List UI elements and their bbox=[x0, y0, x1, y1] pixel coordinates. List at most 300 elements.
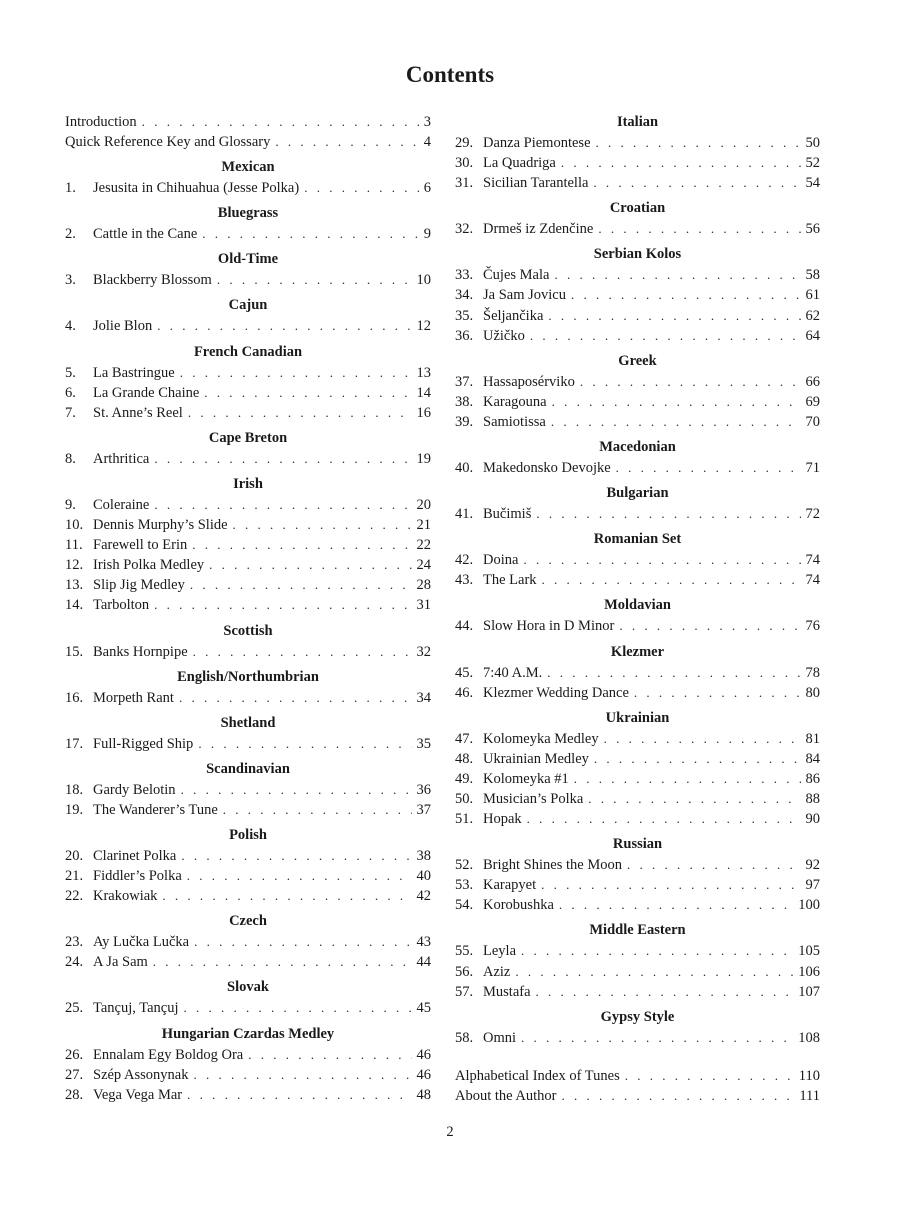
entry-title: Bright Shines the Moon bbox=[483, 857, 622, 874]
toc-entry bbox=[455, 570, 820, 590]
entry-title: Cattle in the Cane bbox=[93, 226, 198, 243]
dot-leader bbox=[580, 372, 801, 392]
entry-title: Ukrainian Medley bbox=[483, 750, 589, 767]
entry-number: 47. bbox=[455, 730, 474, 747]
toc-entry bbox=[455, 326, 820, 346]
entry-page: 34 bbox=[416, 689, 431, 706]
toc-entry bbox=[455, 683, 820, 703]
entry-number: 5. bbox=[65, 364, 76, 381]
entry-number: 23. bbox=[65, 934, 84, 951]
entry-number: 11. bbox=[65, 537, 83, 554]
entry-title: Kolomeyka Medley bbox=[483, 730, 599, 747]
entry-title: Vega Vega Mar bbox=[93, 1086, 183, 1103]
entry-number: 42. bbox=[455, 552, 474, 569]
entry-page: 58 bbox=[805, 267, 820, 284]
toc-entry bbox=[65, 316, 431, 336]
dot-leader bbox=[625, 1066, 794, 1086]
entry-page: 28 bbox=[416, 577, 431, 594]
entry-page: 9 bbox=[423, 226, 431, 243]
toc-entry bbox=[455, 941, 820, 961]
section-heading: Serbian Kolos bbox=[593, 246, 682, 263]
toc-entry bbox=[65, 846, 431, 866]
section-heading: Romanian Set bbox=[593, 531, 682, 548]
dot-leader bbox=[154, 595, 411, 615]
toc-entry bbox=[65, 132, 431, 152]
entry-page: 20 bbox=[416, 496, 431, 513]
entry-number: 58. bbox=[455, 1029, 474, 1046]
entry-title: Čujes Mala bbox=[483, 267, 550, 284]
page-title: Contents bbox=[405, 62, 495, 87]
section-heading: Cape Breton bbox=[208, 429, 288, 446]
dot-leader bbox=[596, 133, 801, 153]
dot-leader bbox=[183, 998, 411, 1018]
dot-leader bbox=[190, 575, 412, 595]
toc-entry bbox=[455, 153, 820, 173]
dot-leader bbox=[536, 982, 794, 1002]
entry-title: Gardy Belotin bbox=[93, 781, 176, 798]
entry-page: 3 bbox=[423, 114, 431, 130]
entry-page: 48 bbox=[416, 1086, 431, 1103]
section-heading: Czech bbox=[229, 913, 267, 930]
entry-number: 28. bbox=[65, 1086, 84, 1103]
dot-leader bbox=[209, 555, 411, 575]
entry-title: Ennalam Egy Boldog Ora bbox=[93, 1046, 244, 1063]
entry-number: 51. bbox=[455, 811, 474, 828]
entry-title: La Bastringue bbox=[93, 364, 175, 381]
toc-entry bbox=[455, 855, 820, 875]
entry-page: 19 bbox=[416, 450, 431, 467]
dot-leader bbox=[542, 570, 801, 590]
toc-right-column bbox=[455, 112, 820, 1106]
toc-entry bbox=[65, 952, 431, 972]
entry-number: 49. bbox=[455, 770, 474, 787]
entry-title: Morpeth Rant bbox=[93, 689, 174, 706]
page-number: 2 bbox=[446, 1124, 454, 1140]
toc-entry bbox=[455, 1028, 820, 1048]
toc-entry bbox=[65, 688, 431, 708]
section-heading: Moldavian bbox=[604, 597, 671, 614]
dot-leader bbox=[634, 683, 801, 703]
entry-title: Musician’s Polka bbox=[483, 790, 584, 807]
dot-leader bbox=[154, 495, 411, 515]
entry-title: Aziz bbox=[483, 963, 511, 980]
dot-leader bbox=[181, 780, 412, 800]
entry-number: 33. bbox=[455, 267, 474, 284]
entry-page: 10 bbox=[416, 272, 431, 289]
entry-page: 81 bbox=[805, 730, 820, 747]
toc-entry bbox=[455, 550, 820, 570]
entry-title: Omni bbox=[483, 1029, 517, 1046]
entry-title: Makedonsko Devojke bbox=[483, 460, 611, 477]
section-heading: Slovak bbox=[227, 979, 269, 996]
entry-page: 64 bbox=[805, 327, 820, 344]
section-heading: Ukrainian bbox=[605, 709, 670, 726]
entry-page: 6 bbox=[423, 180, 431, 197]
dot-leader bbox=[275, 132, 418, 152]
dot-leader bbox=[548, 306, 800, 326]
entry-page: 90 bbox=[805, 811, 820, 828]
entry-page: 105 bbox=[798, 943, 820, 960]
entry-page: 50 bbox=[805, 135, 820, 151]
toc-entry bbox=[65, 780, 431, 800]
toc-entry bbox=[455, 875, 820, 895]
section-heading: Middle Eastern bbox=[589, 922, 686, 939]
entry-number: 31. bbox=[455, 175, 474, 192]
dot-leader bbox=[180, 363, 412, 383]
dot-leader bbox=[627, 855, 801, 875]
section-heading: Hungarian Czardas Medley bbox=[161, 1025, 335, 1042]
entry-title: Karapyet bbox=[483, 877, 537, 894]
entry-title: 7:40 A.M. bbox=[483, 664, 543, 681]
toc-entry bbox=[455, 663, 820, 683]
entry-page: 32 bbox=[416, 643, 431, 660]
toc-entry bbox=[65, 1085, 431, 1105]
toc-entry bbox=[455, 133, 820, 153]
entry-title: Ja Sam Jovicu bbox=[483, 287, 566, 304]
entry-page: 76 bbox=[805, 618, 820, 635]
entry-number: 38. bbox=[455, 393, 474, 410]
toc-entry bbox=[455, 809, 820, 829]
toc-left-column bbox=[65, 112, 431, 1105]
entry-title: Doina bbox=[483, 552, 519, 569]
entry-page: 46 bbox=[416, 1066, 431, 1083]
entry-page: 13 bbox=[416, 364, 431, 381]
section-heading: Macedonian bbox=[599, 439, 676, 456]
entry-page: 61 bbox=[805, 287, 820, 304]
toc-entry bbox=[65, 866, 431, 886]
entry-number: 48. bbox=[455, 750, 474, 767]
toc-entry bbox=[65, 555, 431, 575]
dot-leader bbox=[574, 769, 801, 789]
entry-number: 44. bbox=[455, 618, 474, 635]
entry-page: 74 bbox=[805, 552, 820, 569]
entry-title: Farewell to Erin bbox=[93, 537, 188, 554]
entry-page: 71 bbox=[805, 460, 820, 477]
entry-title: La Quadriga bbox=[483, 155, 556, 172]
entry-title: Blackberry Blossom bbox=[93, 272, 212, 289]
entry-page: 45 bbox=[416, 1000, 431, 1017]
section-heading: English/Northumbrian bbox=[177, 668, 319, 685]
dot-leader bbox=[153, 952, 412, 972]
entry-page: 78 bbox=[805, 664, 820, 681]
entry-page: 111 bbox=[799, 1087, 820, 1104]
entry-number: 12. bbox=[65, 557, 84, 574]
entry-page: 97 bbox=[805, 877, 820, 894]
entry-number: 45. bbox=[455, 664, 474, 681]
toc-entry bbox=[65, 575, 431, 595]
section-heading: Irish bbox=[233, 475, 263, 492]
section-heading: Cajun bbox=[228, 297, 268, 314]
entry-title: Drmeš iz Zdenčine bbox=[483, 221, 594, 238]
entry-number: 22. bbox=[65, 888, 84, 905]
section-heading: Croatian bbox=[609, 200, 666, 217]
section-heading: Polish bbox=[229, 826, 267, 843]
entry-number: 53. bbox=[455, 877, 474, 894]
dot-leader bbox=[559, 895, 793, 915]
section-heading: Gypsy Style bbox=[600, 1008, 675, 1025]
entry-page: 62 bbox=[805, 307, 820, 324]
entry-title: Banks Hornpipe bbox=[93, 643, 188, 660]
dot-leader bbox=[187, 866, 412, 886]
entry-page: 46 bbox=[416, 1046, 431, 1063]
dot-leader bbox=[593, 173, 800, 193]
entry-title: Slow Hora in D Minor bbox=[483, 618, 615, 635]
section-heading: Greek bbox=[618, 352, 657, 369]
entry-number: 37. bbox=[455, 373, 474, 390]
entry-page: 110 bbox=[798, 1067, 820, 1084]
toc-entry bbox=[65, 224, 431, 244]
dot-leader bbox=[551, 412, 801, 432]
toc-entry bbox=[65, 270, 431, 290]
entry-page: 86 bbox=[805, 770, 820, 787]
entry-number: 19. bbox=[65, 801, 84, 818]
dot-leader bbox=[523, 550, 800, 570]
entry-number: 55. bbox=[455, 943, 474, 960]
entry-number: 30. bbox=[455, 155, 474, 172]
dot-leader bbox=[179, 688, 412, 708]
entry-title: Jolie Blon bbox=[93, 318, 153, 335]
dot-leader bbox=[552, 392, 801, 412]
entry-number: 41. bbox=[455, 506, 474, 523]
entry-title: Užičko bbox=[483, 327, 525, 344]
entry-page: 66 bbox=[805, 373, 820, 390]
entry-number: 15. bbox=[65, 643, 84, 660]
section-heading: Bulgarian bbox=[606, 485, 669, 502]
dot-leader bbox=[233, 515, 412, 535]
entry-number: 29. bbox=[455, 135, 474, 151]
dot-leader bbox=[588, 789, 800, 809]
entry-title: Samiotissa bbox=[483, 413, 546, 430]
entry-page: 42 bbox=[416, 888, 431, 905]
entry-page: 36 bbox=[416, 781, 431, 798]
dot-leader bbox=[142, 112, 419, 132]
section-heading: Old-Time bbox=[217, 251, 279, 268]
entry-title: The Lark bbox=[483, 572, 537, 589]
section-heading: Russian bbox=[612, 836, 663, 853]
toc-entry bbox=[65, 734, 431, 754]
dot-leader bbox=[217, 270, 412, 290]
toc-entry bbox=[455, 616, 820, 636]
entry-number: 14. bbox=[65, 597, 84, 614]
entry-title: Šeljančika bbox=[483, 307, 544, 324]
entry-number: 46. bbox=[455, 684, 474, 701]
entry-title: Sicilian Tarantella bbox=[483, 175, 589, 192]
entry-page: 43 bbox=[416, 934, 431, 951]
toc-entry bbox=[65, 515, 431, 535]
dot-leader bbox=[181, 846, 411, 866]
entry-number: 3. bbox=[65, 272, 76, 289]
section-heading: Italian bbox=[616, 114, 659, 130]
toc-entry bbox=[65, 403, 431, 423]
toc-entry bbox=[455, 173, 820, 193]
dot-leader bbox=[604, 729, 801, 749]
entry-number: 34. bbox=[455, 287, 474, 304]
entry-page: 21 bbox=[416, 517, 431, 534]
section-heading: Shetland bbox=[220, 714, 276, 731]
dot-leader bbox=[248, 1045, 411, 1065]
entry-number: 27. bbox=[65, 1066, 84, 1083]
entry-number: 7. bbox=[65, 404, 76, 421]
dot-leader bbox=[562, 1086, 795, 1106]
entry-page: 44 bbox=[416, 954, 431, 971]
entry-number: 16. bbox=[65, 689, 84, 706]
entry-number: 24. bbox=[65, 954, 84, 971]
toc-entry bbox=[455, 895, 820, 915]
entry-title: La Grande Chaine bbox=[93, 384, 200, 401]
dot-leader bbox=[598, 219, 800, 239]
toc-entry bbox=[455, 285, 820, 305]
toc-entry bbox=[455, 412, 820, 432]
toc-entry bbox=[65, 178, 431, 198]
toc-entry bbox=[455, 306, 820, 326]
entry-page: 88 bbox=[805, 790, 820, 807]
section-heading: Mexican bbox=[221, 159, 275, 176]
entry-page: 84 bbox=[805, 750, 820, 767]
dot-leader bbox=[157, 316, 411, 336]
dot-leader bbox=[554, 265, 800, 285]
entry-title: St. Anne’s Reel bbox=[93, 404, 183, 421]
dot-leader bbox=[571, 285, 801, 305]
entry-number: 9. bbox=[65, 496, 76, 513]
toc-entry bbox=[455, 769, 820, 789]
toc-entry bbox=[65, 495, 431, 515]
entry-number: 52. bbox=[455, 857, 474, 874]
entry-number: 17. bbox=[65, 735, 84, 752]
entry-title: Dennis Murphy’s Slide bbox=[93, 517, 228, 534]
toc-entry bbox=[455, 962, 820, 982]
section-heading: Scottish bbox=[223, 622, 273, 639]
entry-number: 39. bbox=[455, 413, 474, 430]
entry-page: 106 bbox=[798, 963, 820, 980]
toc-entry bbox=[455, 219, 820, 239]
entry-number: 56. bbox=[455, 963, 474, 980]
toc-entry bbox=[65, 1065, 431, 1085]
toc-entry bbox=[455, 372, 820, 392]
entry-page: 37 bbox=[416, 801, 431, 818]
entry-title: Hopak bbox=[483, 811, 522, 828]
entry-number: 10. bbox=[65, 517, 84, 534]
entry-title: Szép Assonynak bbox=[93, 1066, 189, 1083]
entry-number: 54. bbox=[455, 897, 474, 914]
dot-leader bbox=[536, 504, 800, 524]
entry-title: Fiddler’s Polka bbox=[93, 868, 182, 885]
entry-title: Ay Lučka Lučka bbox=[93, 934, 190, 951]
dot-leader bbox=[521, 1028, 793, 1048]
dot-leader bbox=[202, 224, 418, 244]
entry-title: A Ja Sam bbox=[93, 954, 148, 971]
section-heading: French Canadian bbox=[193, 343, 303, 360]
toc-entry bbox=[455, 504, 820, 524]
dot-leader bbox=[561, 153, 801, 173]
toc-entry bbox=[65, 932, 431, 952]
dot-leader bbox=[192, 535, 411, 555]
toc-entry bbox=[65, 1045, 431, 1065]
dot-leader bbox=[304, 178, 419, 198]
entry-number: 18. bbox=[65, 781, 84, 798]
toc-entry bbox=[455, 392, 820, 412]
entry-number: 13. bbox=[65, 577, 84, 594]
entry-number: 26. bbox=[65, 1046, 84, 1063]
section-heading: Klezmer bbox=[610, 643, 665, 660]
entry-number: 6. bbox=[65, 384, 76, 401]
dot-leader bbox=[187, 1085, 411, 1105]
dot-leader bbox=[194, 932, 411, 952]
entry-number: 43. bbox=[455, 572, 474, 589]
entry-number: 20. bbox=[65, 847, 84, 864]
entry-title: Danza Piemontese bbox=[483, 135, 591, 151]
toc-entry bbox=[455, 749, 820, 769]
entry-number: 25. bbox=[65, 1000, 84, 1017]
entry-title: Jesusita in Chihuahua (Jesse Polka) bbox=[93, 180, 300, 197]
toc-entry bbox=[65, 449, 431, 469]
entry-page: 100 bbox=[798, 897, 820, 914]
toc-entry bbox=[455, 265, 820, 285]
dot-leader bbox=[198, 734, 411, 754]
entry-title: Quick Reference Key and Glossary bbox=[65, 134, 271, 151]
entry-page: 54 bbox=[805, 175, 820, 192]
entry-page: 56 bbox=[805, 221, 820, 238]
dot-leader bbox=[547, 663, 800, 683]
entry-number: 50. bbox=[455, 790, 474, 807]
toc-entry bbox=[65, 535, 431, 555]
entry-page: 31 bbox=[416, 597, 431, 614]
toc-entry bbox=[455, 789, 820, 809]
entry-page: 108 bbox=[798, 1029, 820, 1046]
entry-page: 74 bbox=[805, 572, 820, 589]
entry-title: About the Author bbox=[455, 1087, 557, 1104]
toc-entry bbox=[455, 729, 820, 749]
entry-page: 70 bbox=[805, 413, 820, 430]
entry-title: Coleraine bbox=[93, 496, 150, 513]
toc-entry bbox=[65, 998, 431, 1018]
toc-entry bbox=[455, 1066, 820, 1086]
entry-number: 21. bbox=[65, 868, 84, 885]
dot-leader bbox=[154, 449, 411, 469]
toc-entry bbox=[65, 383, 431, 403]
entry-page: 92 bbox=[805, 857, 820, 874]
dot-leader bbox=[541, 875, 800, 895]
dot-leader bbox=[521, 941, 793, 961]
entry-title: Mustafa bbox=[483, 983, 531, 1000]
entry-page: 12 bbox=[416, 318, 431, 335]
entry-title: Slip Jig Medley bbox=[93, 577, 185, 594]
entry-title: Tarbolton bbox=[93, 597, 150, 614]
entry-page: 80 bbox=[805, 684, 820, 701]
entry-title: Bučimiš bbox=[483, 506, 532, 523]
entry-number: 8. bbox=[65, 450, 76, 467]
spacer bbox=[455, 1048, 820, 1066]
entry-title: Karagouna bbox=[483, 393, 547, 410]
dot-leader bbox=[594, 749, 801, 769]
dot-leader bbox=[527, 809, 801, 829]
toc-entry bbox=[455, 1086, 820, 1106]
entry-page: 24 bbox=[416, 557, 431, 574]
toc-entry bbox=[455, 982, 820, 1002]
entry-title: Korobushka bbox=[483, 897, 554, 914]
entry-title: Alphabetical Index of Tunes bbox=[455, 1067, 620, 1084]
entry-page: 4 bbox=[423, 134, 431, 151]
section-heading: Scandinavian bbox=[206, 760, 290, 777]
entry-number: 57. bbox=[455, 983, 474, 1000]
entry-page: 40 bbox=[416, 868, 431, 885]
entry-number: 1. bbox=[65, 180, 76, 197]
entry-title: Krakowiak bbox=[93, 888, 158, 905]
entry-page: 52 bbox=[805, 155, 820, 172]
toc-entry bbox=[65, 800, 431, 820]
entry-number: 2. bbox=[65, 226, 76, 243]
entry-number: 40. bbox=[455, 460, 474, 477]
dot-leader bbox=[530, 326, 801, 346]
